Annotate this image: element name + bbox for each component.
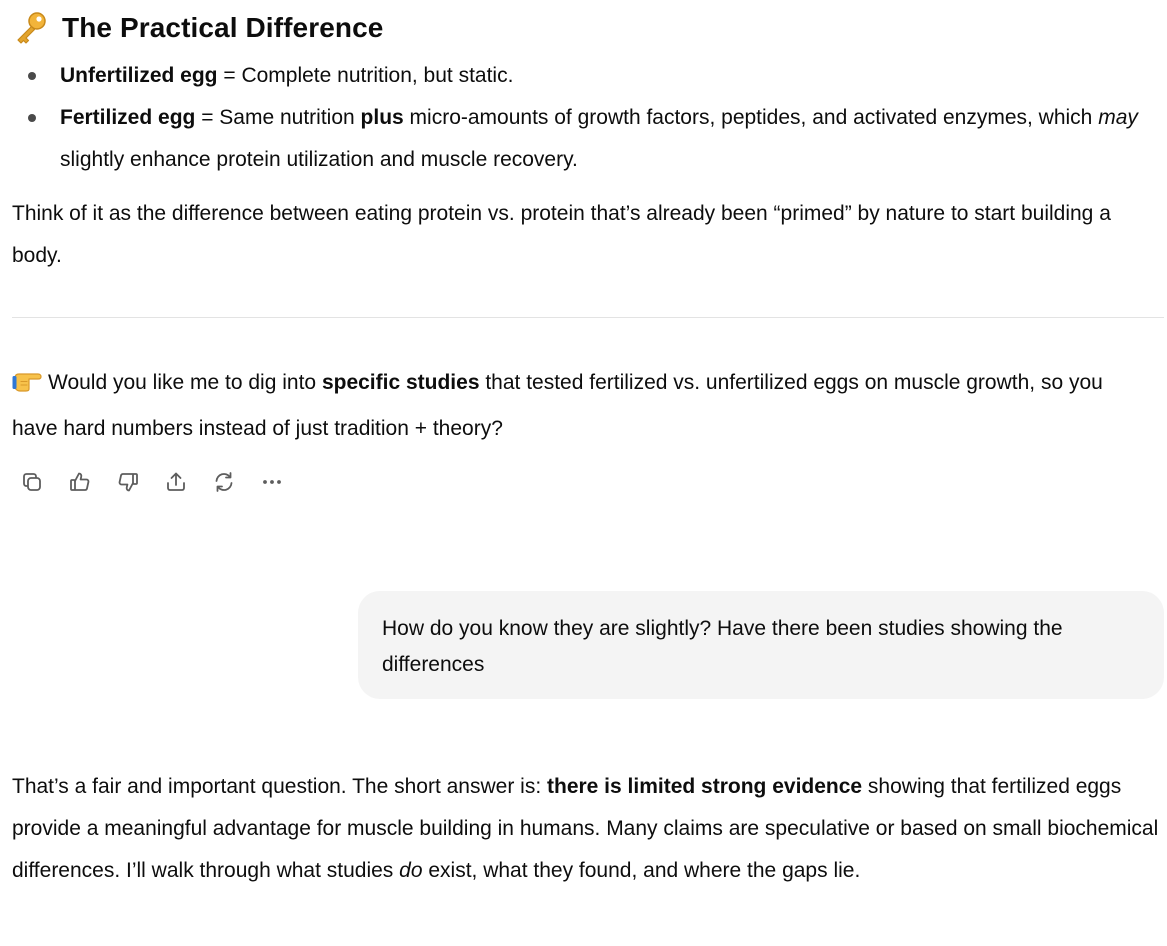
assistant-answer: [12, 766, 1162, 892]
answer-italic: do: [399, 859, 423, 882]
list-item-label: Unfertilized egg: [60, 64, 218, 87]
answer-text: That’s a fair and important question. The short answer is:: [12, 775, 547, 798]
share-icon: [164, 470, 188, 494]
offer-emphasis: specific studies: [321, 371, 480, 394]
thumbs-up-icon: [68, 470, 92, 494]
list-item-label: Fertilized egg: [60, 106, 196, 129]
difference-list: [26, 55, 1166, 181]
list-item-text: = Same nutrition: [195, 106, 361, 129]
answer-text: exist, what they found, and where the gaps lie.: [422, 859, 861, 882]
list-item-text: slightly enhance protein utilization and muscle recovery.: [60, 148, 578, 171]
message-actions: [10, 462, 294, 502]
thumbs-down-icon: [116, 470, 140, 494]
regenerate-icon: [212, 470, 236, 494]
offer-text: Would you like me to dig into: [48, 371, 322, 394]
list-item-text: micro-amounts of growth factors, peptides, and activated enzymes, which: [403, 106, 1099, 129]
answer-text: showing that fertilized eggs provide a meaningful advantage for muscle building in humans. Many claims are speculative or based on small biochemical differences. I’ll walk through what studies: [12, 775, 1159, 882]
good-response-button[interactable]: [58, 462, 102, 502]
follow-up-offer: [12, 362, 1152, 450]
list-item: [26, 55, 1166, 97]
pointing-hand-icon: [12, 366, 42, 408]
more-actions-button[interactable]: [250, 462, 294, 502]
answer-emphasis: there is limited strong evidence: [547, 775, 863, 798]
offer-text: that tested fertilized vs. unfertilized eggs on muscle growth, so you have hard numbers instead of just tradition + theory?: [12, 371, 1103, 440]
key-icon: [14, 11, 48, 45]
share-button[interactable]: [154, 462, 198, 502]
list-item-italic: may: [1098, 106, 1138, 129]
copy-icon: [20, 470, 44, 494]
section-heading: [14, 6, 383, 50]
copy-button[interactable]: [10, 462, 54, 502]
list-item-emphasis: plus: [360, 106, 404, 129]
section-heading-text: The Practical Difference: [62, 12, 384, 43]
user-message-bubble: How do you know they are slightly? Have there been studies showing the differences: [358, 591, 1164, 699]
regenerate-button[interactable]: [202, 462, 246, 502]
list-item: [26, 97, 1166, 181]
more-icon: [260, 470, 284, 494]
list-item-text: = Complete nutrition, but static.: [217, 64, 514, 87]
analogy-paragraph: Think of it as the difference between eating protein vs. protein that’s already been “primed” by nature to start building a body.: [12, 202, 1111, 267]
bad-response-button[interactable]: [106, 462, 150, 502]
divider: [12, 317, 1164, 318]
